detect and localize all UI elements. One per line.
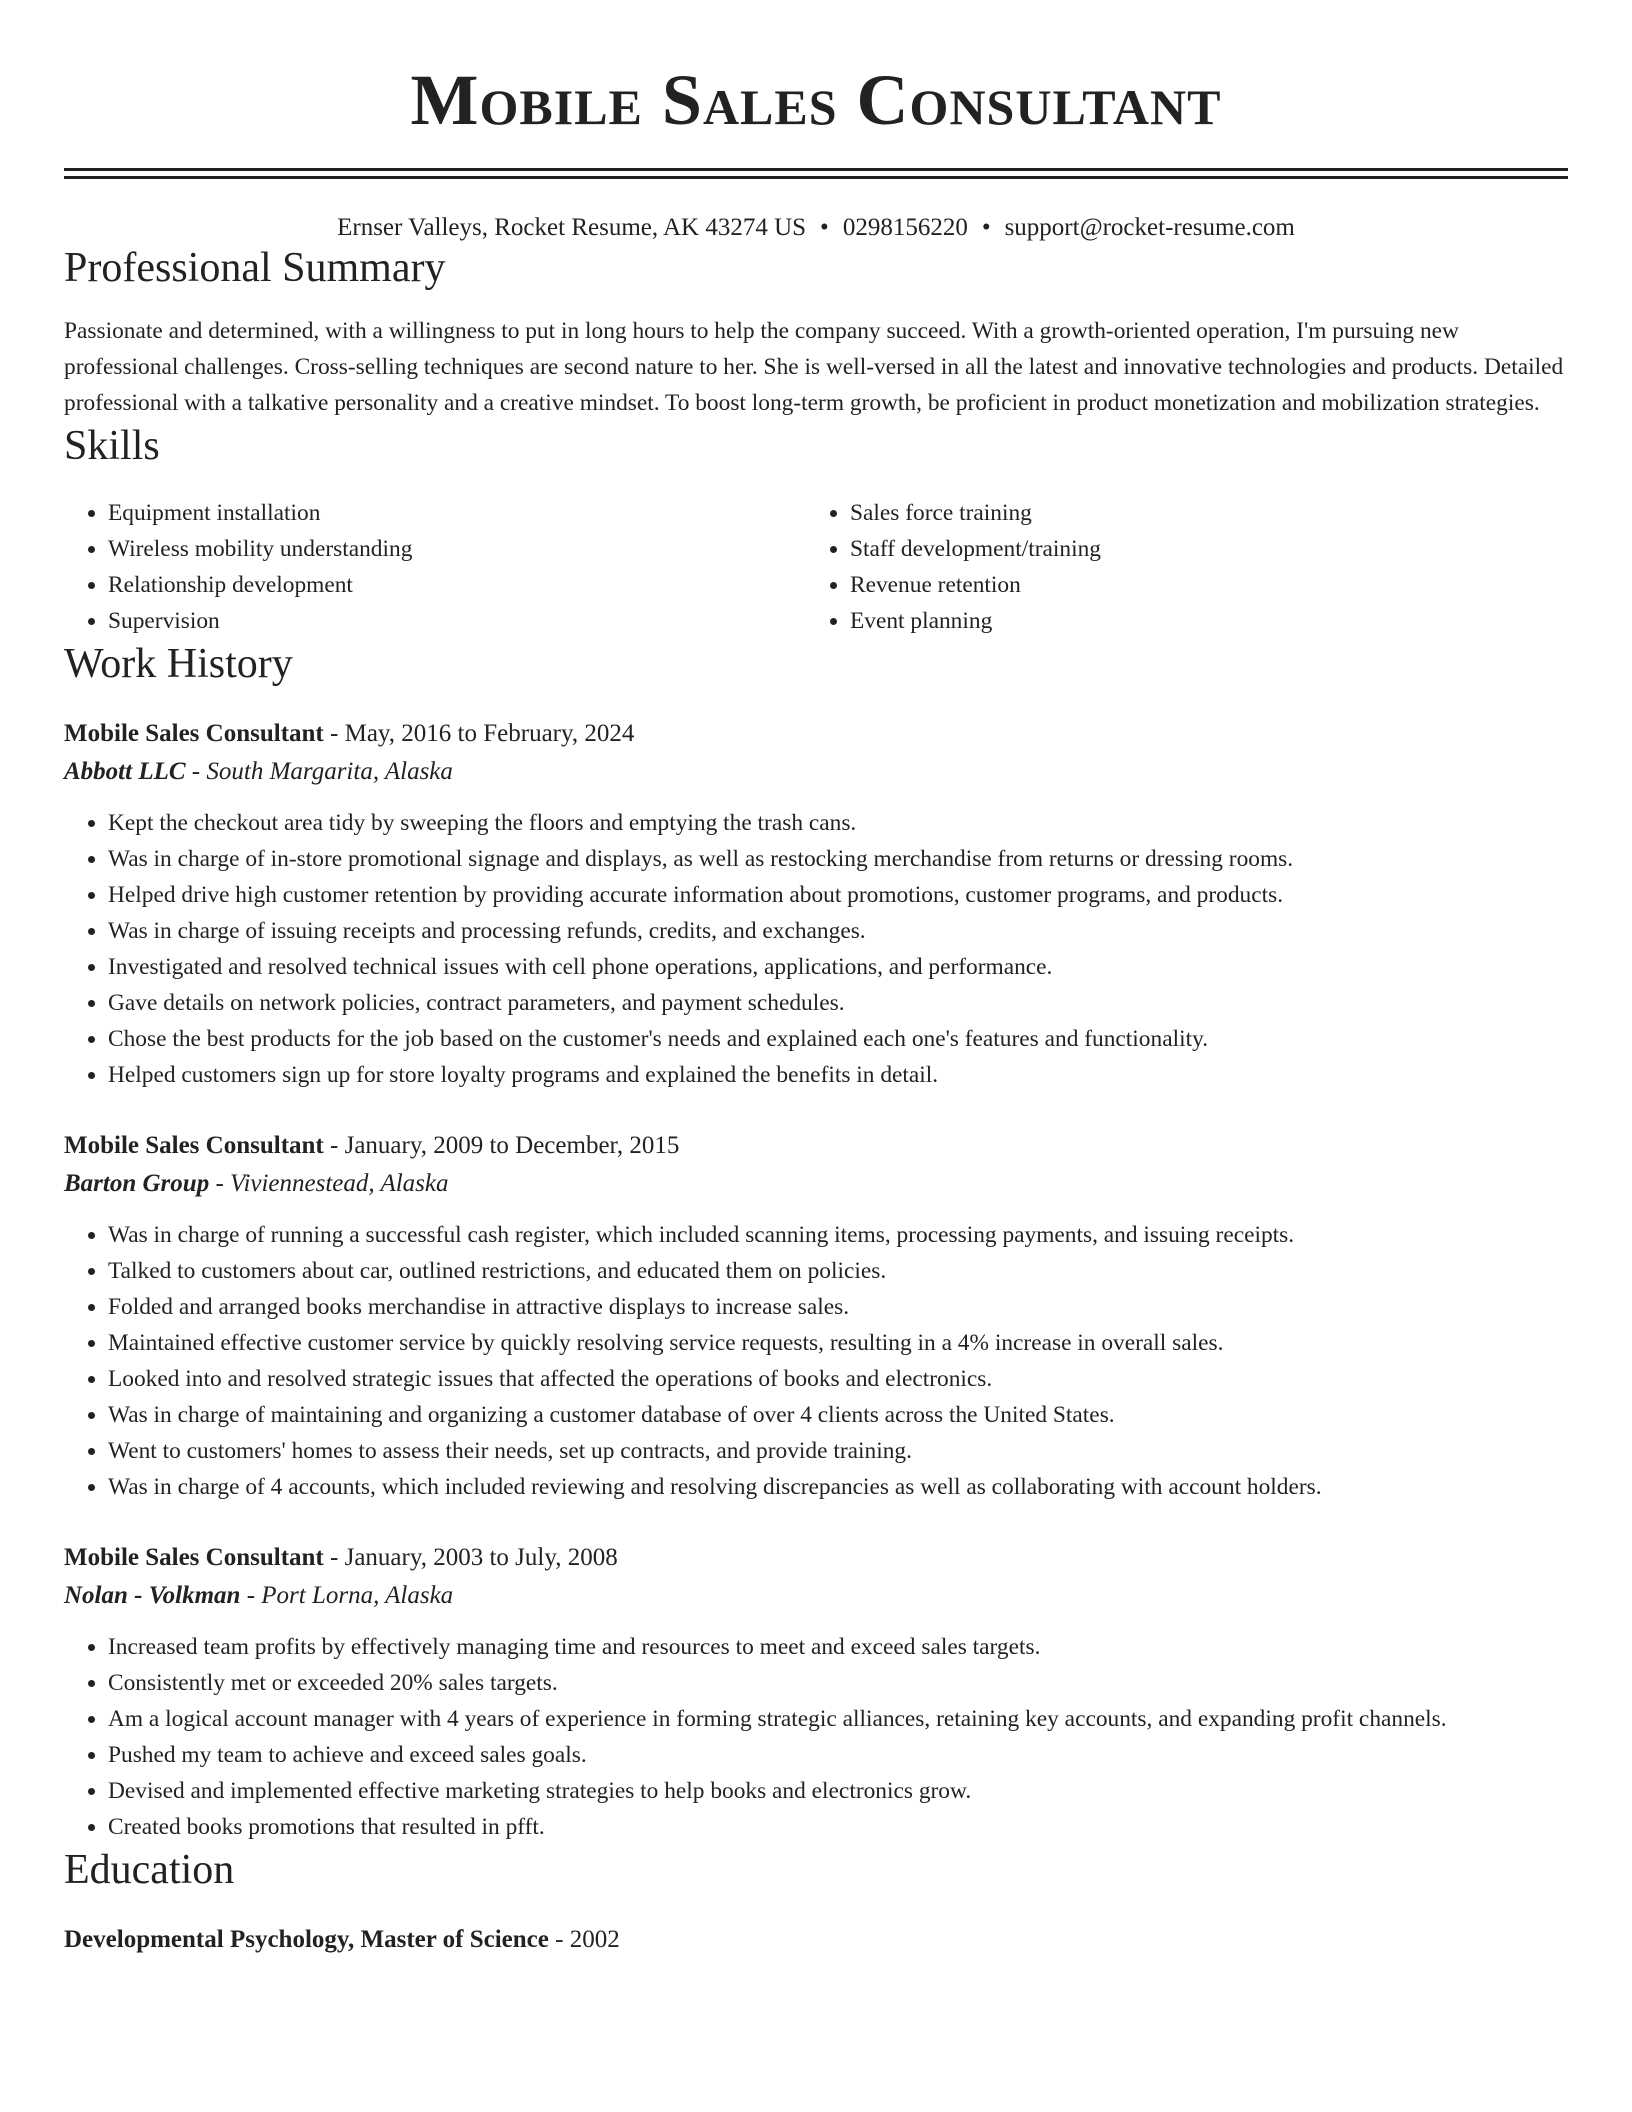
contact-phone: 0298156220 <box>842 214 968 241</box>
skill-item: • Equipment installation <box>108 495 806 531</box>
summary-text: Passionate and determined, with a willingness to put in long hours to help the company succeed. With a growth-oriented operation, I'm pursuing new professional challenges. Cross-selling techniques are second nature to her. She is well-versed in all the latest and innovative technologies and products. Detailed professional with a talkative personality and a creative mindset. To boost long-term growth, be proficient in product monetization and mobilization strategies. <box>64 318 1564 416</box>
contact-line <box>64 213 1568 243</box>
job-bullets <box>64 1217 1568 1505</box>
job-bullet: • Am a logical account manager with 4 years of experience in forming strategic alliances, retaining key accounts, and expanding profit channels. <box>108 1701 1568 1737</box>
education-degree: Developmental Psychology, Master of Science <box>64 1926 549 1953</box>
contact-separator: • <box>820 214 829 241</box>
job-header <box>64 1539 1568 1577</box>
job-bullets <box>64 1629 1568 1845</box>
skills-list-right <box>806 495 1548 639</box>
resume-title: Mobile Sales Consultant <box>410 60 1222 140</box>
skills-heading: Skills <box>64 423 160 469</box>
job-company: Abbott LLC <box>64 758 186 785</box>
job-bullet: • Helped drive high customer retention by providing accurate information about promotions, customer programs, and products. <box>108 877 1568 913</box>
job-entry <box>64 715 1568 1093</box>
job-dates: - January, 2003 to July, 2008 <box>323 1544 618 1571</box>
skill-item: • Wireless mobility understanding <box>108 531 806 567</box>
job-dates: - January, 2009 to December, 2015 <box>323 1132 680 1159</box>
title-rule-top <box>64 168 1568 171</box>
contact-separator: • <box>981 214 991 241</box>
job-bullet: • Investigated and resolved technical issues with cell phone operations, applications, and performance. <box>108 949 1568 985</box>
job-bullet: • Was in charge of running a successful cash register, which included scanning items, processing payments, and issuing receipts. <box>108 1217 1568 1253</box>
skill-item: • Revenue retention <box>850 567 1548 603</box>
contact-email: support@rocket-resume.com <box>1004 214 1295 241</box>
education-entry <box>64 1921 1568 1959</box>
job-bullet: • Pushed my team to achieve and exceed sales goals. <box>108 1737 1568 1773</box>
job-company: Nolan - Volkman <box>64 1582 241 1609</box>
job-bullet: • Gave details on network policies, contract parameters, and payment schedules. <box>108 985 1568 1021</box>
job-bullet: • Consistently met or exceeded 20% sales targets. <box>108 1665 1568 1701</box>
job-bullet: • Folded and arranged books merchandise in attractive displays to increase sales. <box>108 1289 1568 1325</box>
skills-grid <box>64 495 1568 639</box>
job-bullet: • Looked into and resolved strategic issues that affected the operations of books and electronics. <box>108 1361 1568 1397</box>
job-bullet: • Talked to customers about car, outlined restrictions, and educated them on policies. <box>108 1253 1568 1289</box>
skill-item: • Event planning <box>850 603 1548 639</box>
job-bullet: • Chose the best products for the job based on the customer's needs and explained each one's features and functionality. <box>108 1021 1568 1057</box>
job-header <box>64 1127 1568 1165</box>
job-location: - Viviennestead, Alaska <box>209 1170 449 1197</box>
job-bullet: • Helped customers sign up for store loyalty programs and explained the benefits in detail. <box>108 1057 1568 1093</box>
job-title: Mobile Sales Consultant <box>64 720 324 747</box>
job-header <box>64 715 1568 753</box>
skill-item: • Staff development/training <box>850 531 1548 567</box>
job-employer <box>64 1577 1568 1615</box>
job-location: - Port Lorna, Alaska <box>240 1582 454 1609</box>
skill-item: • Sales force training <box>850 495 1548 531</box>
job-employer <box>64 753 1568 791</box>
job-employer <box>64 1165 1568 1203</box>
contact-address: Ernser Valleys, Rocket Resume, AK 43274 US <box>337 214 807 241</box>
job-bullet: • Was in charge of maintaining and organizing a customer database of over 4 clients across the United States. <box>108 1397 1568 1433</box>
skill-item: • Supervision <box>108 603 806 639</box>
education-year: - 2002 <box>548 1926 620 1953</box>
job-location: - South Margarita, Alaska <box>185 758 453 785</box>
summary-heading: Professional Summary <box>64 245 446 291</box>
title-rule-bottom <box>64 176 1568 179</box>
job-dates: - May, 2016 to February, 2024 <box>323 720 635 747</box>
job-bullet: • Maintained effective customer service by quickly resolving service requests, resulting in a 4% increase in overall sales. <box>108 1325 1568 1361</box>
job-bullet: • Was in charge of issuing receipts and processing refunds, credits, and exchanges. <box>108 913 1568 949</box>
job-bullet: • Increased team profits by effectively managing time and resources to meet and exceed sales targets. <box>108 1629 1568 1665</box>
skills-list-left <box>64 495 806 639</box>
job-bullet: • Was in charge of 4 accounts, which included reviewing and resolving discrepancies as well as collaborating with account holders. <box>108 1469 1568 1505</box>
job-bullet: • Kept the checkout area tidy by sweeping the floors and emptying the trash cans. <box>108 805 1568 841</box>
job-title: Mobile Sales Consultant <box>64 1544 324 1571</box>
work-history-heading: Work History <box>64 641 293 687</box>
job-bullet: • Devised and implemented effective marketing strategies to help books and electronics grow. <box>108 1773 1568 1809</box>
job-title: Mobile Sales Consultant <box>64 1132 324 1159</box>
job-bullet: • Was in charge of in-store promotional signage and displays, as well as restocking merchandise from returns or dressing rooms. <box>108 841 1568 877</box>
education-heading: Education <box>64 1847 235 1893</box>
job-bullet: • Went to customers' homes to assess their needs, set up contracts, and provide training. <box>108 1433 1568 1469</box>
job-entry <box>64 1539 1568 1845</box>
job-bullet: • Created books promotions that resulted in pfft. <box>108 1809 1568 1845</box>
skill-item: • Relationship development <box>108 567 806 603</box>
job-company: Barton Group <box>64 1170 210 1197</box>
job-entry <box>64 1127 1568 1505</box>
job-bullets <box>64 805 1568 1093</box>
